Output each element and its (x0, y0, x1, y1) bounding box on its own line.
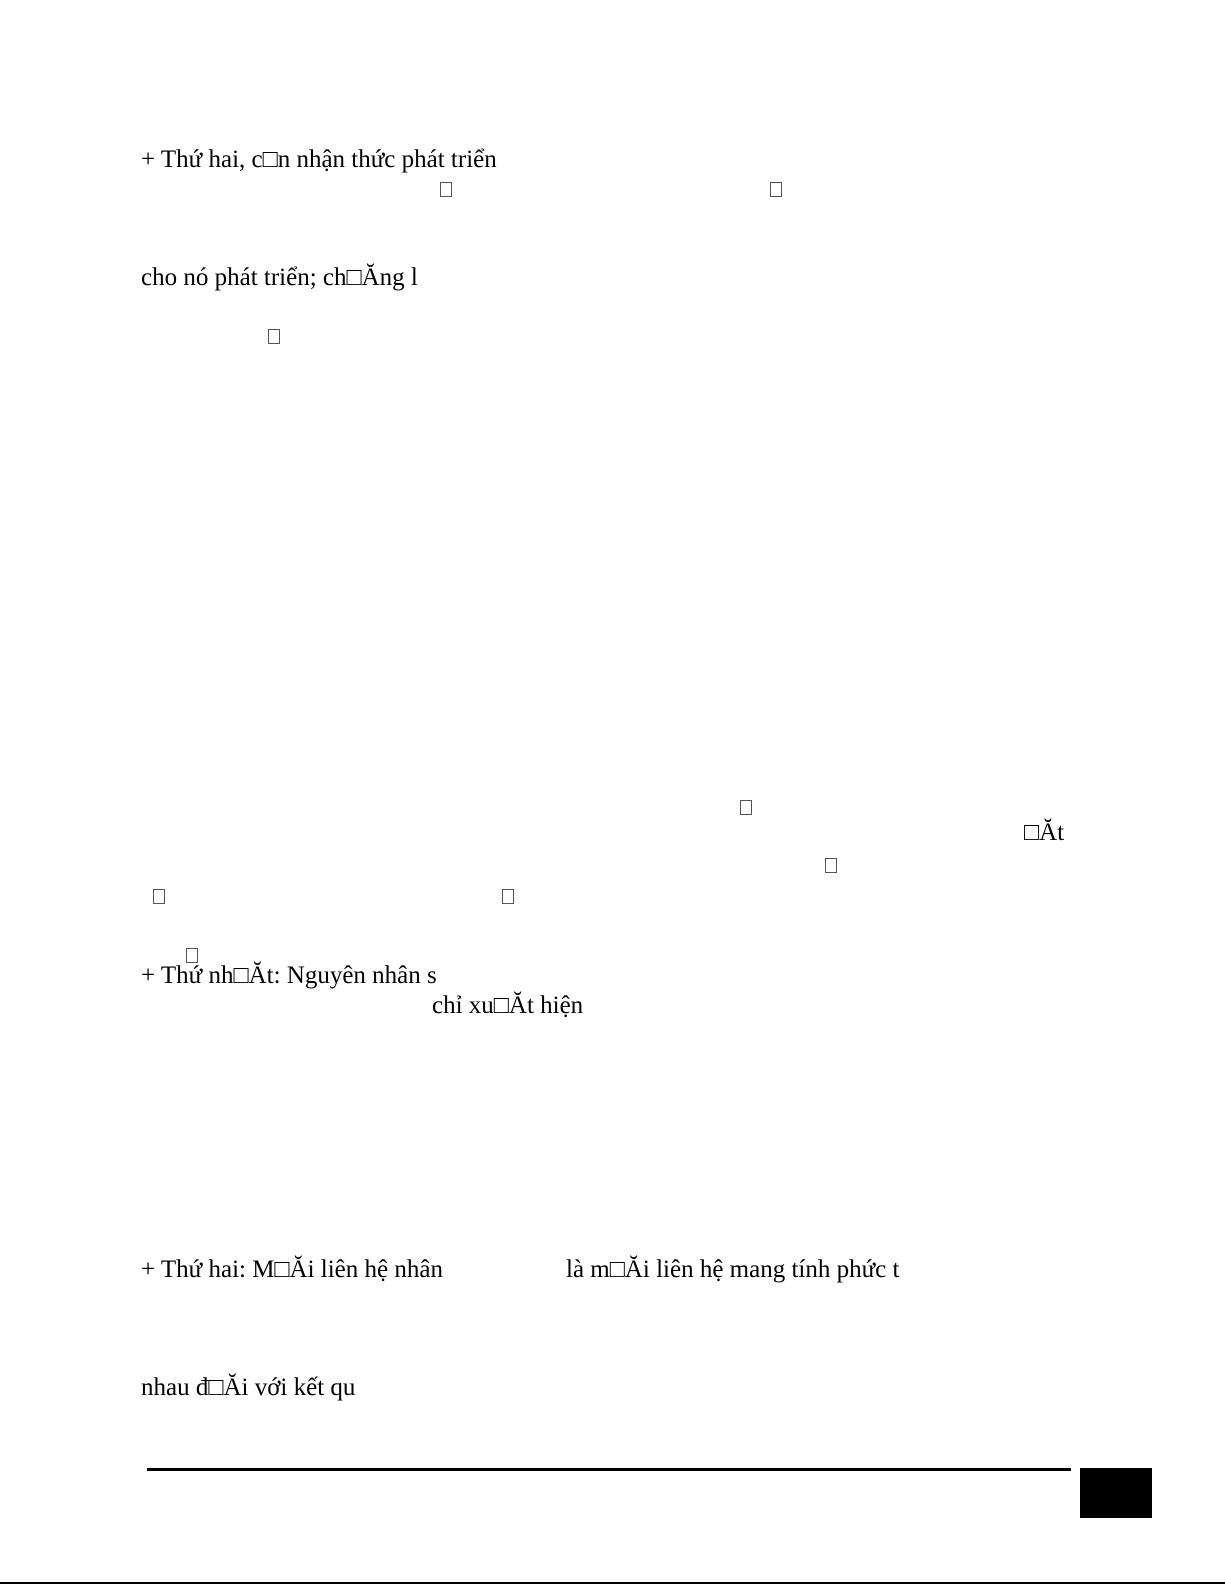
text-fragment-chi-xuat-hien: chỉ xu□Ăt hiện (432, 992, 584, 1019)
missing-glyph-box (825, 858, 837, 873)
missing-glyph-box (440, 182, 452, 197)
missing-glyph-box (502, 889, 514, 904)
text-fragment-nhau-doi-voi-ket-qu: nhau đ□Ăi với kết qu (141, 1374, 356, 1401)
text-fragment-thu-hai-can-nhan-thuc: + Thứ hai, c□n nhận thức phát triển (141, 146, 497, 173)
missing-glyph-box (268, 329, 280, 344)
text-fragment-thu-nhat-nguyen-nhan: + Thứ nh□Ăt: Nguyên nhân s (141, 962, 437, 989)
page-number-block (1080, 1468, 1152, 1518)
text-fragment-cho-no-phat-trien: cho nó phát triển; ch□Ăng l (141, 264, 418, 291)
footer-rule (147, 1468, 1071, 1471)
text-fragment-at: □Ăt (1024, 819, 1065, 846)
bottom-edge-rule (0, 1582, 1225, 1584)
missing-glyph-box (153, 889, 165, 904)
text-fragment-thu-hai-moi-lien-he: + Thứ hai: M□Ăi liên hệ nhân (141, 1256, 443, 1283)
missing-glyph-box (770, 182, 782, 197)
missing-glyph-box (740, 800, 752, 815)
text-fragment-la-moi-lien-he: là m□Ăi liên hệ mang tính phức t (566, 1256, 900, 1283)
